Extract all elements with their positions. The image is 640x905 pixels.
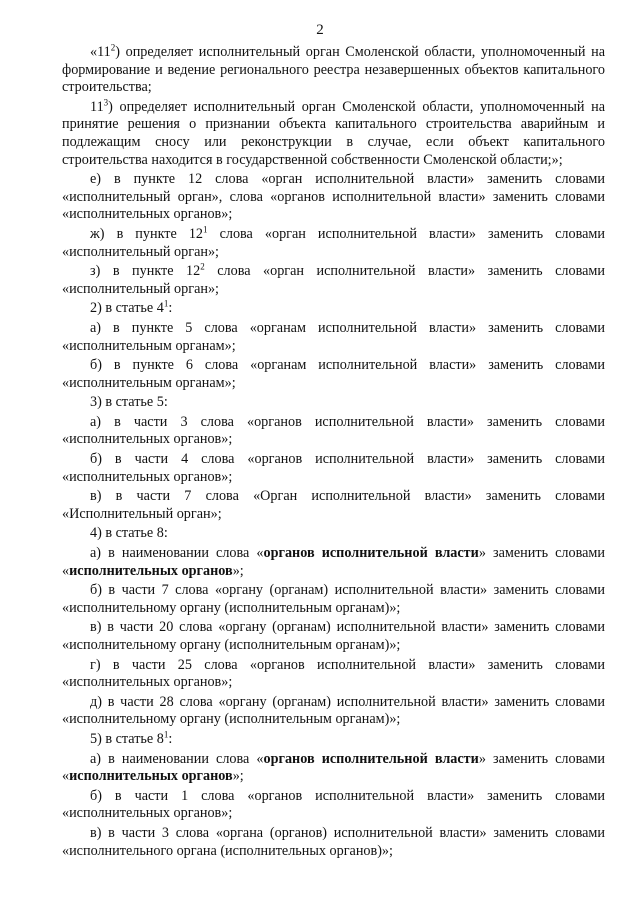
text-run: 2) в статье 4 <box>90 300 164 317</box>
superscript: 1 <box>163 298 169 309</box>
text-run: 11 <box>90 98 104 115</box>
paragraph <box>62 657 605 692</box>
text-run: : <box>168 730 173 747</box>
superscript: 2 <box>110 42 116 53</box>
paragraph <box>62 451 605 486</box>
bold-text: исполнительных органов <box>69 768 233 785</box>
paragraph <box>62 545 605 580</box>
text-run: д) в части 28 слова «органу (органам) исполнительной власти» заменить словами «исполнительному органу (исполнительным органам)»; <box>62 693 605 728</box>
text-run: слова «орган исполнительной власти» заменить словами «исполнительный орган»; <box>62 225 605 260</box>
superscript: 1 <box>163 729 169 740</box>
bold-text: органов исполнительной власти <box>263 750 479 767</box>
text-run: 3) в статье 5: <box>90 394 168 411</box>
text-run: слова «орган исполнительной власти» заменить словами «исполнительный орган»; <box>62 263 605 297</box>
text-run: в) в части 20 слова «органу (органам) исполнительной власти» заменить словами «исполнительному органу (исполнительным органам)»; <box>62 619 605 653</box>
text-run: а) в наименовании слова « <box>90 545 264 562</box>
paragraph <box>62 694 605 729</box>
page-number: 2 <box>316 22 324 38</box>
superscript: 1 <box>203 224 208 235</box>
paragraph <box>62 788 605 823</box>
text-run: 5) в статье 8 <box>90 730 164 747</box>
text-run: »; <box>232 768 244 785</box>
paragraph <box>62 394 605 412</box>
paragraph <box>62 825 605 860</box>
text-run: ) определяет исполнительный орган Смоленской области, уполномоченный на формирование и ведение регионального реестра незавершенных объектов капитального строительства; <box>62 44 605 96</box>
text-run: г) в части 25 слова «органов исполнительной власти» заменить словами «исполнительных органов»; <box>62 656 605 691</box>
paragraph <box>62 44 605 97</box>
paragraph <box>62 525 605 543</box>
text-run: а) в пункте 5 слова «органам исполнительной власти» заменить словами «исполнительным органам»; <box>62 319 605 354</box>
paragraph <box>62 320 605 355</box>
paragraph <box>62 99 605 169</box>
text-run: б) в пункте 6 слова «органам исполнительной власти» заменить словами «исполнительным органам»; <box>62 357 605 391</box>
paragraph <box>62 488 605 523</box>
text-run: » заменить словами « <box>62 750 605 785</box>
text-run: а) в наименовании слова « <box>90 750 264 767</box>
paragraph <box>62 171 605 224</box>
paragraph <box>62 414 605 449</box>
superscript: 3 <box>103 97 109 108</box>
paragraph <box>62 357 605 392</box>
text-run: »; <box>232 562 244 579</box>
text-run: з) в пункте 12 <box>90 263 201 280</box>
paragraph <box>62 731 605 749</box>
paragraph <box>62 263 605 298</box>
text-run: в) в части 3 слова «органа (органов) исполнительной власти» заменить словами «исполнительного органа (исполнительных органов)»; <box>62 824 605 859</box>
text-run: е) в пункте 12 слова «орган исполнительной власти» заменить словами «исполнительный орган», слова «органов исполнительной власти» заменить словами «исполнительных органов»; <box>62 171 605 223</box>
text-run: б) в части 4 слова «органов исполнительной власти» заменить словами «исполнительных органов»; <box>62 451 605 485</box>
text-run: : <box>168 300 173 317</box>
text-run: а) в части 3 слова «органов исполнительной власти» заменить словами «исполнительных органов»; <box>62 413 605 448</box>
text-run: б) в части 7 слова «органу (органам) исполнительной власти» заменить словами «исполнительному органу (исполнительным органам)»; <box>62 582 605 616</box>
bold-text: исполнительных органов <box>69 562 233 579</box>
paragraph <box>62 751 605 786</box>
text-run: б) в части 1 слова «органов исполнительной власти» заменить словами «исполнительных органов»; <box>62 787 605 822</box>
bold-text: органов исполнительной власти <box>263 545 479 562</box>
text-run: » заменить словами « <box>62 545 605 579</box>
text-run: ) определяет исполнительный орган Смоленской области, уполномоченный на принятие решения о признании объекта капитального строительства аварийным и подлежащим сносу или реконструкции в случае, если объект капитального строительства находится в государственной собственности Смоленской области;»; <box>62 98 605 168</box>
text-run: ж) в пункте 12 <box>90 225 204 242</box>
paragraph <box>62 226 605 261</box>
paragraph <box>62 582 605 617</box>
text-run: «11 <box>90 44 111 60</box>
paragraph <box>62 300 605 318</box>
text-run: 4) в статье 8: <box>90 525 168 542</box>
text-run: в) в части 7 слова «Орган исполнительной власти» заменить словами «Исполнительный орган»; <box>62 488 605 522</box>
superscript: 2 <box>200 261 205 272</box>
document-body <box>62 44 605 860</box>
paragraph <box>62 619 605 654</box>
